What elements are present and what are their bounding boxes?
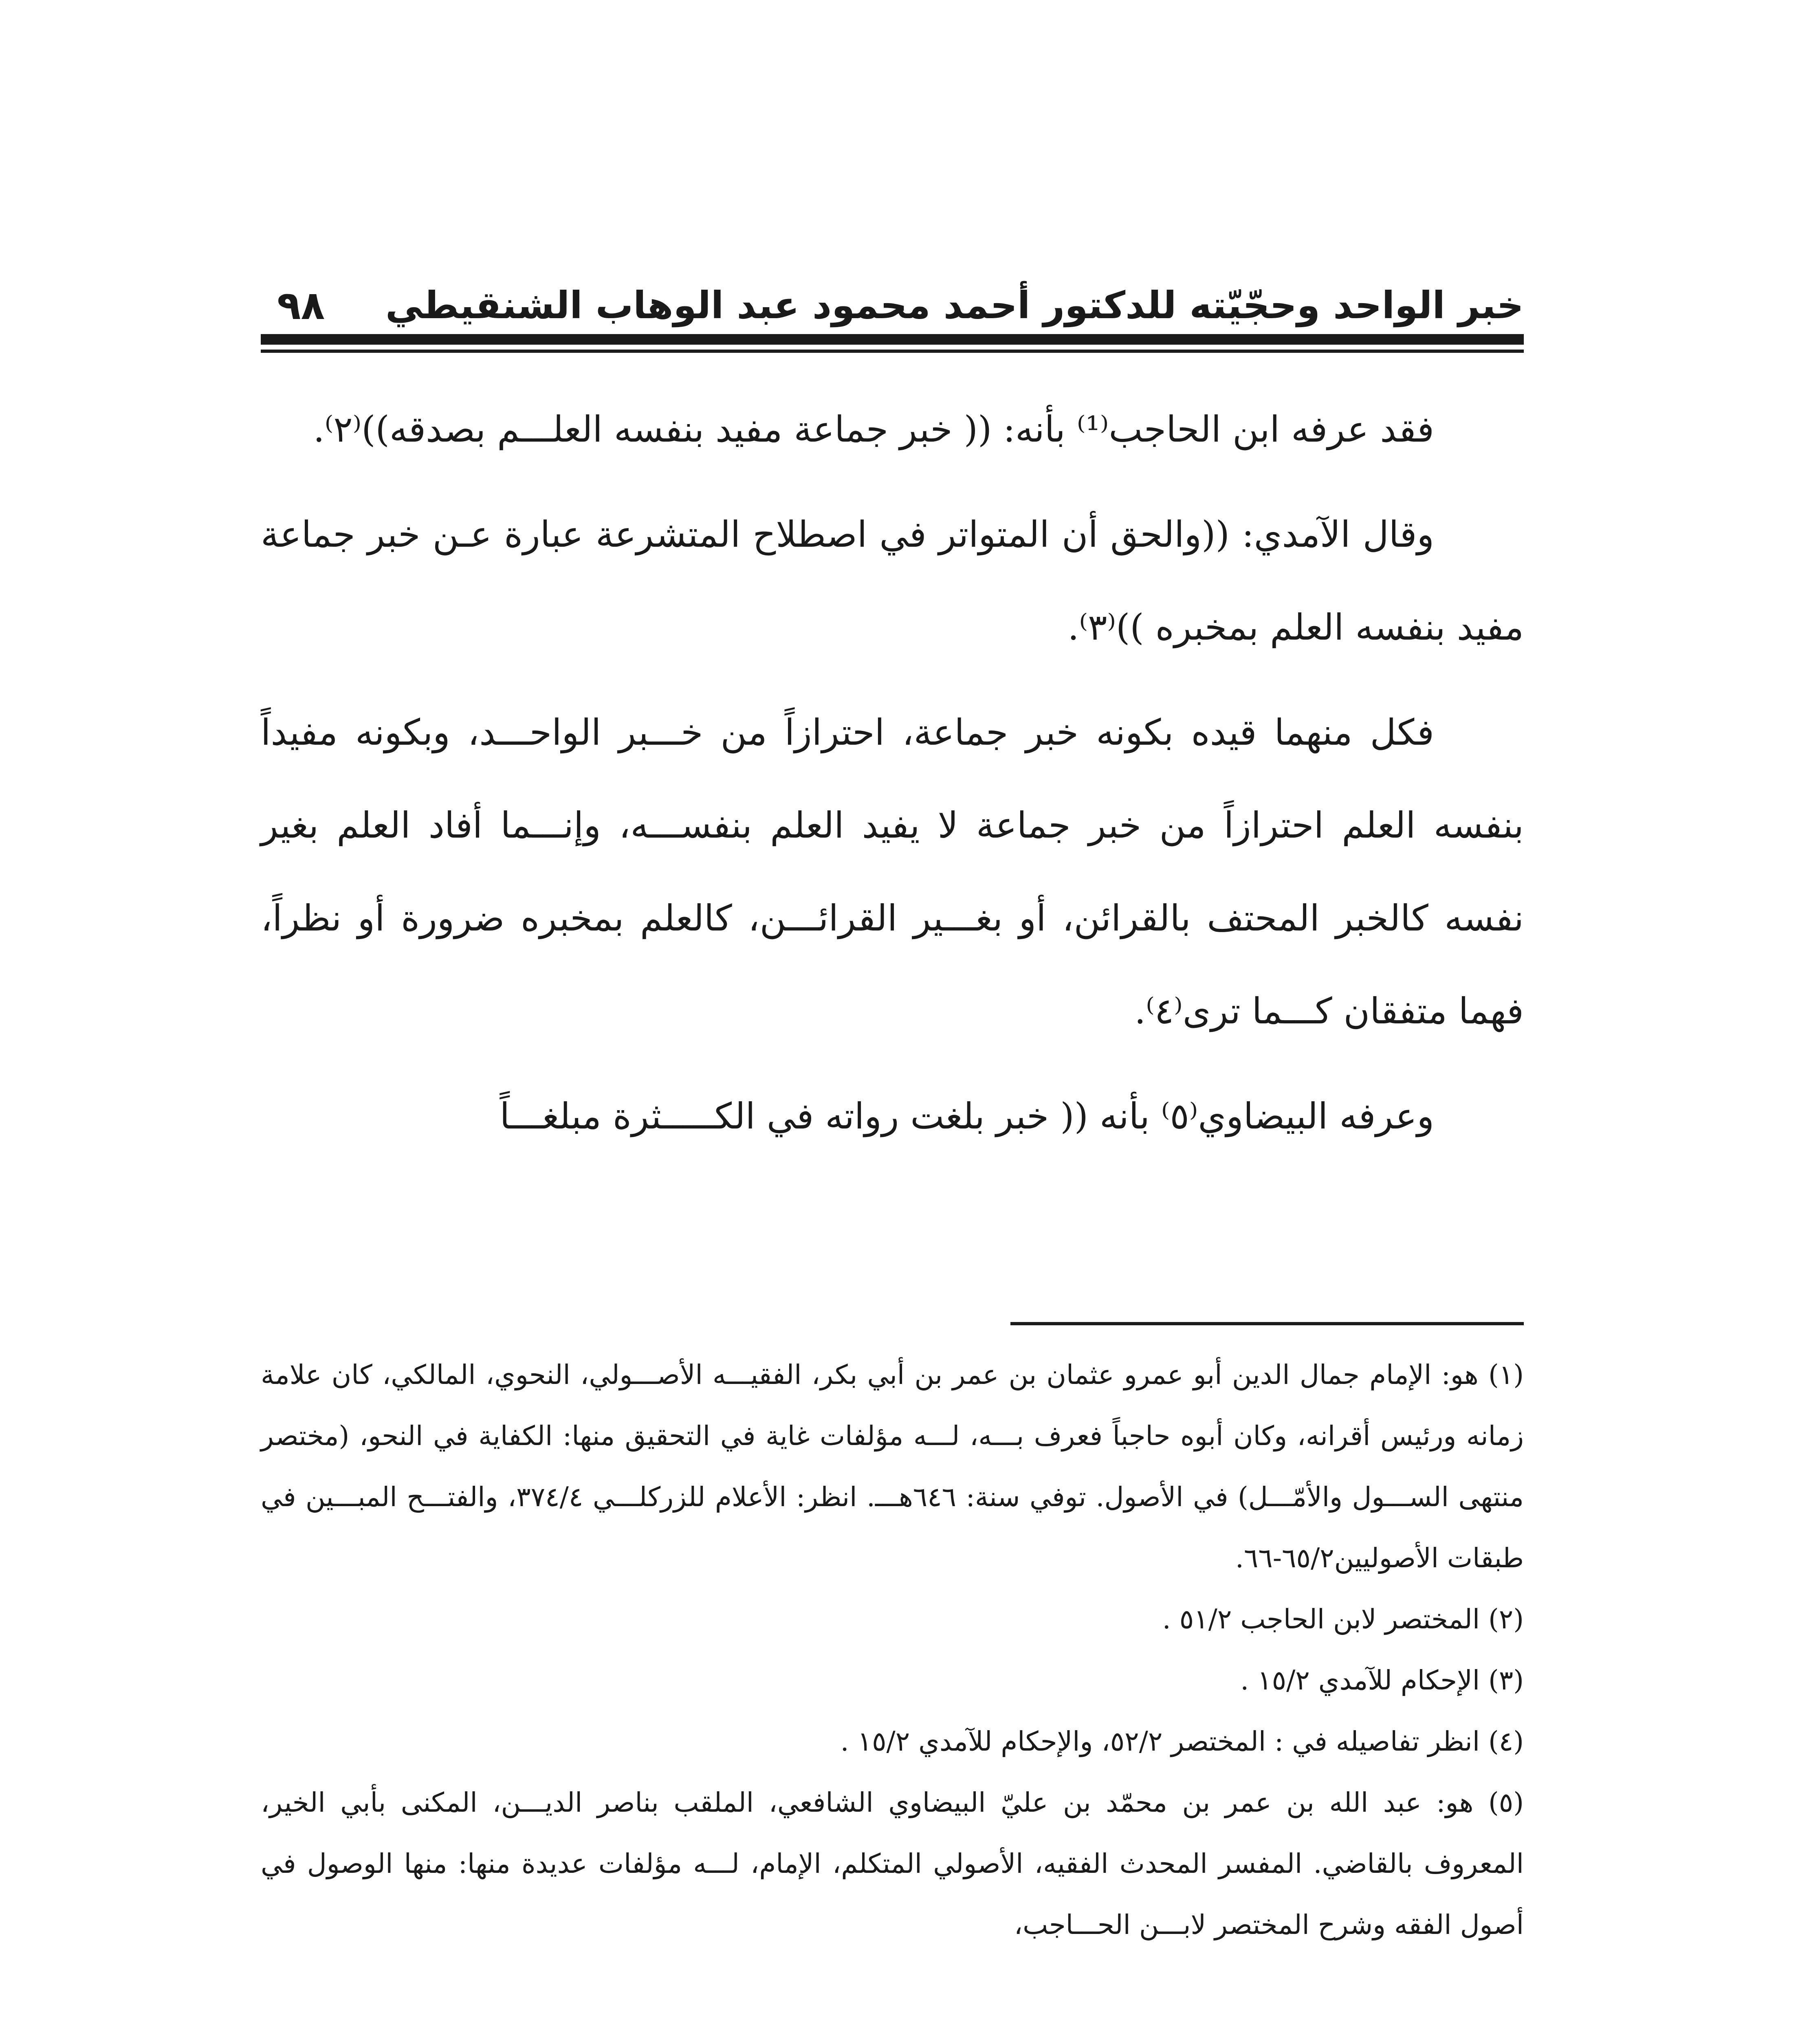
main-text bbox=[261, 383, 1524, 1175]
footnotes bbox=[261, 1344, 1524, 1956]
paragraph: فقد عرفه ابن الحاجب⁽¹⁾ بأنه: (( خبر جماعة مفيد بنفسه العلـــم بصدقه))⁽٢⁾. bbox=[313, 408, 1434, 450]
footnote-4: (٤) انظر تفاصيله في : المختصر ٥٢/٢، والإحكام للآمدي ١٥/٢ . bbox=[840, 1726, 1524, 1757]
footnote-separator bbox=[1010, 1322, 1524, 1325]
header-rule-thick bbox=[261, 334, 1524, 345]
page-number: ٩٨ bbox=[277, 283, 325, 328]
footnote-3: (٣) الإحكام للآمدي ١٥/٢ . bbox=[1240, 1665, 1524, 1696]
footnote-1: (١) هو: الإمام جمال الدين أبو عمرو عثمان بن عمر بن أبي بكر، الفقيـــه الأصـــولي، النحوي، المالكي، كان علامة زمانه ورئيس أقرانه، وكان أبوه حاجباً فعرف بـــه، لـــه مؤلفات غاية في التحقيق منها: الكفاية في النحو، (مختصر منتهى الســـول والأمّـــل) في الأصول. توفي سنة: ٦٤٦هـــ. انظر: الأعلام للزركلـــي ٣٧٤/٤، والفتـــح المبـــين في طبقات الأصوليين٦٥/٢-٦٦. bbox=[261, 1359, 1524, 1574]
book-title: خبر الواحد وحجّيّته للدكتور أحمد محمود عبد الوهاب الشنقيطي bbox=[385, 284, 1524, 327]
paragraph: وعرفه البيضاوي⁽٥⁾ بأنه (( خبر بلغت رواته في الكـــــثرة مبلغـــاً bbox=[500, 1095, 1434, 1137]
running-header bbox=[261, 281, 1524, 330]
header-rule-thin bbox=[261, 350, 1524, 353]
footnote-2: (٢) المختصر لابن الحاجب ٥١/٢ . bbox=[1162, 1604, 1524, 1635]
paragraph: وقال الآمدي: ((والحق أن المتواتر في اصطلاح المتشرعة عبارة عـن خبر جماعة مفيد بنفسه العلم بمخبره ))⁽٣⁾. bbox=[261, 513, 1524, 648]
paragraph: فكل منهما قيده بكونه خبر جماعة، احترازاً من خـــبر الواحـــد، وبكونه مفيداً بنفسه العلم احترازاً من خبر جماعة لا يفيد العلم بنفســـه، وإنـــما أفاد العلم بغير نفسه كالخبر المحتف بالقرائن، أو بغـــير القرائـــن، كالعلم بمخبره ضرورة أو نظراً، فهما متفقان كـــما ترى⁽٤⁾. bbox=[261, 711, 1524, 1032]
footnote-5: (٥) هو: عبد الله بن عمر بن محمّد بن عليّ البيضاوي الشافعي، الملقب بناصر الديـــن، المكنى بأبي الخير، المعروف بالقاضي. المفسر المحدث الفقيه، الأصولي المتكلم، الإمام، لـــه مؤلفات عديدة منها: منها الوصول في أصول الفقه وشرح المختصر لابـــن الحـــاجب، bbox=[261, 1787, 1524, 1940]
